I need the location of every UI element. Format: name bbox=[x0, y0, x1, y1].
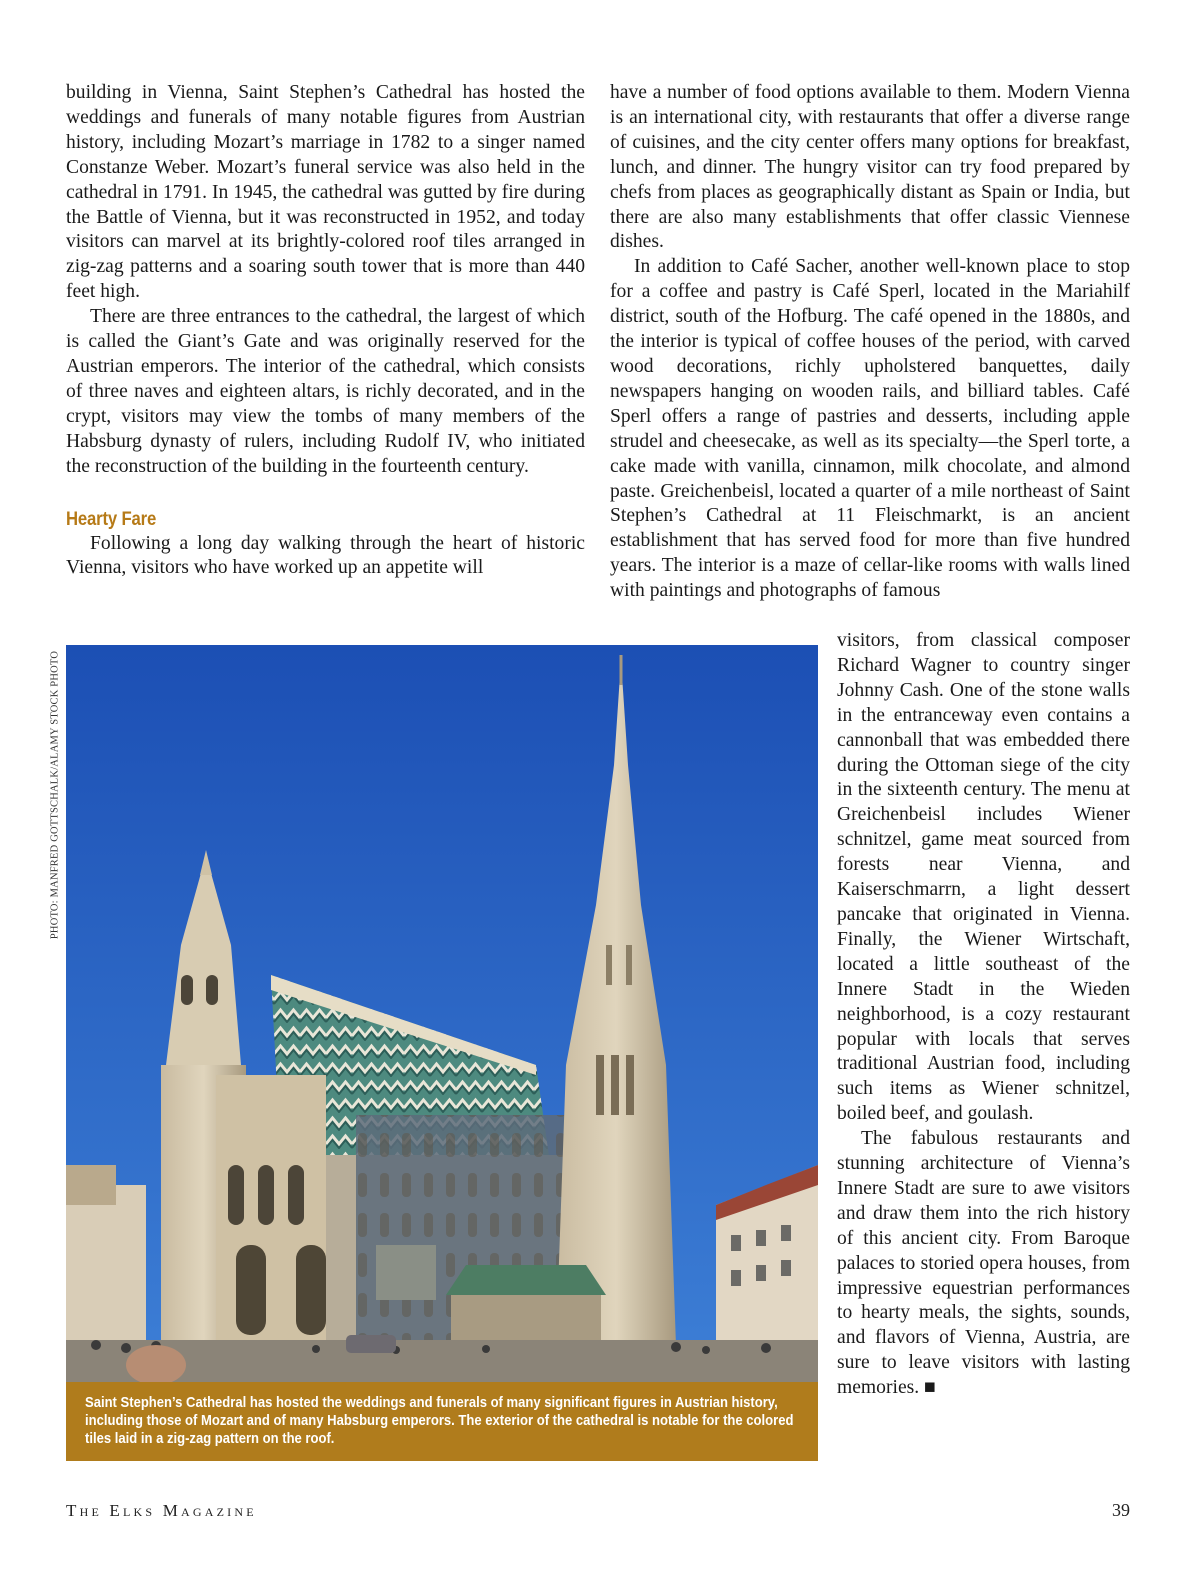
photo-credit-text: PHOTO: MANFRED GOTTSCHALK/ALAMY STOCK PHOTO bbox=[49, 650, 61, 940]
right-column-bottom bbox=[837, 629, 1130, 1401]
body-paragraph: Following a long day walking through the heart of historic Vienna, visitors who have worked up an appetite will bbox=[66, 532, 585, 579]
body-paragraph: The fabulous restaurants and stunning architecture of Vienna’s Innere Stadt are sure to awe visitors and draw them into the rich history of this ancient city. From Baroque palaces to storied opera houses, from impressive equestrian performances to hearty meals, the sights, sounds, and flavors of Vienna, Austria, are sure to leave visitors with lasting memories. ■ bbox=[837, 1128, 1130, 1399]
body-paragraph: There are three entrances to the cathedral, the largest of which is called the Giant’s Gate and was originally reserved for the Austrian emperors. The interior of the cathedral, which consists of three naves and eighteen altars, is richly decorated, and in the crypt, visitors may view the tombs of many members of the Habsburg dynasty of rulers, including Rudolf IV, who initiated the reconstruction of the building in the fourteenth century. bbox=[66, 306, 585, 477]
body-paragraph: In addition to Café Sacher, another well-known place to stop for a coffee and pastry is Café Sperl, located in the Mariahilf district, south of the Hofburg. The café opened in the 1880s, and the interior is typical of coffee houses of the period, with carved wood decorations, richly upholstered banquettes, daily newspapers hanging on wooden rails, and billiard tables. Café Sperl offers a range of pastries and desserts, including apple strudel and cheesecake, as well as its specialty—the Sperl torte, a cake made with vanilla, cinnamon, milk chocolate, and almond paste. Greichenbeisl, located a quarter of a mile northeast of Saint Stephen’s Cathedral at 11 Fleischmarkt, is an ancient establishment that has served food for more than five hundred years. The interior is a maze of cellar-like rooms with walls lined with paintings and photographs of famous bbox=[610, 256, 1130, 602]
section-subhead: Hearty Fare bbox=[66, 508, 157, 530]
cathedral-photo bbox=[66, 645, 818, 1382]
right-column-top bbox=[610, 81, 1130, 604]
photo-credit bbox=[46, 645, 64, 945]
page-number: 39 bbox=[1112, 1500, 1130, 1520]
body-paragraph: have a number of food options available to them. Modern Vienna is an international city, with restaurants that offer a diverse range of cuisines, and the city center offers many options for breakfast, lunch, and dinner. The hungry visitor can try food prepared by chefs from places as geographically distant as Spain or India, but there are also many establishments that offer classic Viennese dishes. bbox=[610, 82, 1130, 253]
body-paragraph: visitors, from classical composer Richard Wagner to country singer Johnny Cash. One of the stone walls in the entranceway even contains a cannonball that was embedded there during the Ottoman siege of the city in the sixteenth century. The menu at Greichenbeisl includes Wiener schnitzel, game meat sourced from forests near Vienna, and Kaiserschmarrn, a light dessert pancake that originated in Vienna. Finally, the Wiener Wirtschaft, located a little southeast of the Innere Stadt in the Wieden neighborhood, is a cozy restaurant popular with locals that serves traditional Austrian food, including such items as Wiener schnitzel, boiled beef, and goulash. bbox=[837, 630, 1130, 1125]
left-column bbox=[66, 81, 585, 581]
footer-magazine-title: The Elks Magazine bbox=[66, 1501, 257, 1520]
body-paragraph: building in Vienna, Saint Stephen’s Cathedral has hosted the weddings and funerals of many notable figures from Austrian history, including Mozart’s marriage in 1782 to a singer named Constanze Weber. Mozart’s funeral service was also held in the cathedral in 1791. In 1945, the cathedral was gutted by fire during the Battle of Vienna, but it was reconstructed in 1952, and today visitors can marvel at its brightly-colored roof tiles arranged in zig-zag patterns and a soaring south tower that is more than 440 feet high. bbox=[66, 82, 585, 303]
photo-caption: Saint Stephen’s Cathedral has hosted the weddings and funerals of many significant figures in Austrian history, including those of Mozart and of many Habsburg emperors. The exterior of the cathedral is notable for the colored tiles laid in a zig-zag pattern on the roof. bbox=[85, 1394, 794, 1447]
photo-caption-box bbox=[66, 1382, 818, 1461]
